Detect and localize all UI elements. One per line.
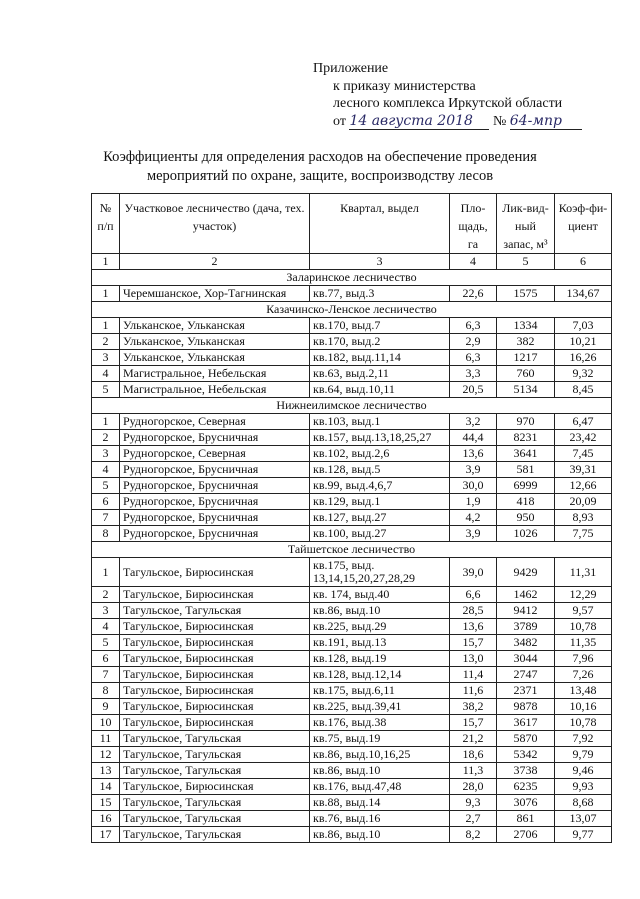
row-stock: 382 (497, 334, 555, 350)
appendix-title: Приложение (313, 61, 389, 76)
row-coefficient: 9,93 (555, 779, 612, 795)
row-number: 1 (92, 414, 120, 430)
row-quarter: кв.225, выд.29 (310, 619, 450, 635)
row-quarter: кв.100, выд.27 (310, 526, 450, 542)
row-area: 39,0 (450, 558, 497, 587)
table-row (92, 795, 612, 811)
row-number: 4 (92, 366, 120, 382)
row-area: 6,6 (450, 587, 497, 603)
row-area: 2,7 (450, 811, 497, 827)
table-row (92, 558, 612, 587)
row-area: 30,0 (450, 478, 497, 494)
table-row (92, 699, 612, 715)
row-area: 18,6 (450, 747, 497, 763)
row-coefficient: 16,26 (555, 350, 612, 366)
row-number: 4 (92, 462, 120, 478)
row-number: 10 (92, 715, 120, 731)
row-forestry: Рудногорское, Северная (120, 414, 310, 430)
row-forestry: Тагульское, Тагульская (120, 795, 310, 811)
table-row (92, 286, 612, 302)
table-row (92, 587, 612, 603)
row-area: 3,9 (450, 462, 497, 478)
appendix-ministry-line: лесного комплекса Иркутской области (333, 96, 563, 111)
coefficients-table (91, 193, 612, 843)
row-quarter: кв.191, выд.13 (310, 635, 450, 651)
row-area: 28,5 (450, 603, 497, 619)
table-row (92, 334, 612, 350)
row-area: 44,4 (450, 430, 497, 446)
table-row (92, 478, 612, 494)
row-quarter: кв.102, выд.2,6 (310, 446, 450, 462)
row-coefficient: 13,07 (555, 811, 612, 827)
table-row (92, 526, 612, 542)
row-stock: 3789 (497, 619, 555, 635)
row-forestry: Рудногорское, Северная (120, 446, 310, 462)
row-coefficient: 6,47 (555, 414, 612, 430)
row-stock: 760 (497, 366, 555, 382)
row-coefficient: 39,31 (555, 462, 612, 478)
row-forestry: Тагульское, Тагульская (120, 747, 310, 763)
row-area: 3,3 (450, 366, 497, 382)
from-label: от (333, 113, 346, 129)
row-forestry: Тагульское, Тагульская (120, 811, 310, 827)
row-stock: 3482 (497, 635, 555, 651)
row-quarter: кв.225, выд.39,41 (310, 699, 450, 715)
row-quarter: кв.129, выд.1 (310, 494, 450, 510)
row-quarter: кв.86, выд.10 (310, 827, 450, 843)
row-quarter: кв.75, выд.19 (310, 731, 450, 747)
table-row (92, 827, 612, 843)
row-forestry: Магистральное, Небельская (120, 382, 310, 398)
row-coefficient: 10,78 (555, 715, 612, 731)
row-area: 22,6 (450, 286, 497, 302)
row-coefficient: 8,93 (555, 510, 612, 526)
row-number: 16 (92, 811, 120, 827)
table-row (92, 779, 612, 795)
table-row (92, 683, 612, 699)
appendix-date-line (313, 113, 582, 131)
row-quarter: кв.88, выд.14 (310, 795, 450, 811)
colnum: 5 (497, 254, 555, 270)
row-number: 1 (92, 318, 120, 334)
row-forestry: Тагульское, Тагульская (120, 763, 310, 779)
row-quarter: кв.128, выд.19 (310, 651, 450, 667)
row-stock: 9429 (497, 558, 555, 587)
row-coefficient: 9,46 (555, 763, 612, 779)
row-number: 3 (92, 350, 120, 366)
row-area: 8,2 (450, 827, 497, 843)
number-label: № (492, 113, 507, 129)
row-quarter: кв.175, выд.6,11 (310, 683, 450, 699)
row-quarter: кв.86, выд.10 (310, 603, 450, 619)
row-coefficient: 9,57 (555, 603, 612, 619)
row-area: 20,5 (450, 382, 497, 398)
number-field (510, 114, 582, 130)
row-coefficient: 7,26 (555, 667, 612, 683)
header-area: Пло-щадь, га (450, 194, 497, 254)
colnum: 3 (310, 254, 450, 270)
row-number: 8 (92, 526, 120, 542)
row-forestry: Рудногорское, Брусничная (120, 510, 310, 526)
row-stock: 418 (497, 494, 555, 510)
header-quarter: Квартал, выдел (310, 194, 450, 254)
row-stock: 2371 (497, 683, 555, 699)
table-row (92, 462, 612, 478)
section-name: Нижнеилимское лесничество (92, 398, 612, 414)
section-name: Тайшетское лесничество (92, 542, 612, 558)
row-number: 6 (92, 494, 120, 510)
row-forestry: Тагульское, Тагульская (120, 603, 310, 619)
appendix-order-line: к приказу министерства (333, 78, 476, 94)
row-number: 15 (92, 795, 120, 811)
row-stock: 2747 (497, 667, 555, 683)
row-coefficient: 13,48 (555, 683, 612, 699)
row-coefficient: 7,75 (555, 526, 612, 542)
row-quarter: кв.128, выд.5 (310, 462, 450, 478)
row-number: 8 (92, 683, 120, 699)
row-quarter: кв.182, выд.11,14 (310, 350, 450, 366)
row-number: 17 (92, 827, 120, 843)
row-forestry: Рудногорское, Брусничная (120, 430, 310, 446)
row-forestry: Тагульское, Бирюсинская (120, 779, 310, 795)
table-row (92, 619, 612, 635)
row-coefficient: 8,45 (555, 382, 612, 398)
row-forestry: Ульканское, Ульканская (120, 334, 310, 350)
row-forestry: Черемшанское, Хор-Тагнинская (120, 286, 310, 302)
table-row (92, 382, 612, 398)
row-area: 21,2 (450, 731, 497, 747)
row-coefficient: 10,16 (555, 699, 612, 715)
row-area: 11,6 (450, 683, 497, 699)
row-quarter: кв.176, выд.38 (310, 715, 450, 731)
row-forestry: Магистральное, Небельская (120, 366, 310, 382)
row-stock: 1575 (497, 286, 555, 302)
table-row (92, 446, 612, 462)
row-forestry: Ульканское, Ульканская (120, 350, 310, 366)
row-forestry: Тагульское, Бирюсинская (120, 587, 310, 603)
row-stock: 5134 (497, 382, 555, 398)
row-number: 2 (92, 587, 120, 603)
row-forestry: Рудногорское, Брусничная (120, 478, 310, 494)
row-number: 14 (92, 779, 120, 795)
row-number: 6 (92, 651, 120, 667)
appendix-block (313, 60, 582, 130)
table-row (92, 366, 612, 382)
row-number: 11 (92, 731, 120, 747)
row-forestry: Тагульское, Тагульская (120, 731, 310, 747)
table-row (92, 318, 612, 334)
row-stock: 9878 (497, 699, 555, 715)
colnum: 1 (92, 254, 120, 270)
row-forestry: Тагульское, Бирюсинская (120, 699, 310, 715)
row-forestry: Тагульское, Тагульская (120, 827, 310, 843)
row-coefficient: 8,68 (555, 795, 612, 811)
row-quarter: кв.99, выд.4,6,7 (310, 478, 450, 494)
row-coefficient: 7,45 (555, 446, 612, 462)
row-quarter: кв.170, выд.2 (310, 334, 450, 350)
table-row (92, 747, 612, 763)
header-coef: Коэф-фи-циент (555, 194, 612, 254)
row-quarter: кв.175, выд. 13,14,15,20,27,28,29 (310, 558, 450, 587)
row-forestry: Тагульское, Бирюсинская (120, 619, 310, 635)
row-stock: 1026 (497, 526, 555, 542)
table-row (92, 635, 612, 651)
row-stock: 1462 (497, 587, 555, 603)
row-area: 6,3 (450, 350, 497, 366)
row-forestry: Рудногорское, Брусничная (120, 526, 310, 542)
row-forestry: Рудногорское, Брусничная (120, 462, 310, 478)
row-stock: 9412 (497, 603, 555, 619)
row-quarter: кв.64, выд.10,11 (310, 382, 450, 398)
row-forestry: Тагульское, Бирюсинская (120, 683, 310, 699)
row-coefficient: 23,42 (555, 430, 612, 446)
row-quarter: кв.86, выд.10,16,25 (310, 747, 450, 763)
section-row (92, 398, 612, 414)
table-row (92, 510, 612, 526)
row-number: 5 (92, 478, 120, 494)
row-area: 6,3 (450, 318, 497, 334)
row-number: 2 (92, 430, 120, 446)
row-forestry: Тагульское, Бирюсинская (120, 667, 310, 683)
row-area: 11,4 (450, 667, 497, 683)
row-number: 4 (92, 619, 120, 635)
row-number: 12 (92, 747, 120, 763)
row-forestry: Ульканское, Ульканская (120, 318, 310, 334)
section-name: Заларинское лесничество (92, 270, 612, 286)
table-row (92, 651, 612, 667)
row-forestry: Тагульское, Бирюсинская (120, 715, 310, 731)
document-title (0, 148, 640, 186)
table-row (92, 430, 612, 446)
row-stock: 861 (497, 811, 555, 827)
row-coefficient: 7,03 (555, 318, 612, 334)
row-stock: 3044 (497, 651, 555, 667)
row-stock: 8231 (497, 430, 555, 446)
table-row (92, 811, 612, 827)
row-coefficient: 7,92 (555, 731, 612, 747)
row-quarter: кв.128, выд.12,14 (310, 667, 450, 683)
table-body (92, 270, 612, 843)
row-coefficient: 9,79 (555, 747, 612, 763)
row-area: 28,0 (450, 779, 497, 795)
table-header (92, 194, 612, 270)
row-coefficient: 134,67 (555, 286, 612, 302)
colnum: 2 (120, 254, 310, 270)
row-number: 1 (92, 286, 120, 302)
row-coefficient: 10,78 (555, 619, 612, 635)
row-quarter: кв.103, выд.1 (310, 414, 450, 430)
row-coefficient: 12,66 (555, 478, 612, 494)
handwritten-date: 14 августа 2018 (349, 112, 473, 129)
row-quarter: кв. 174, выд.40 (310, 587, 450, 603)
header-num: № п/п (92, 194, 120, 254)
title-line-2: мероприятий по охране, защите, воспроизводству лесов (146, 168, 494, 184)
row-stock: 970 (497, 414, 555, 430)
column-numbers-row (92, 254, 612, 270)
row-area: 13,6 (450, 446, 497, 462)
row-coefficient: 10,21 (555, 334, 612, 350)
row-area: 2,9 (450, 334, 497, 350)
row-area: 38,2 (450, 699, 497, 715)
row-stock: 1334 (497, 318, 555, 334)
row-coefficient: 9,77 (555, 827, 612, 843)
row-stock: 5342 (497, 747, 555, 763)
section-row (92, 270, 612, 286)
row-stock: 950 (497, 510, 555, 526)
row-quarter: кв.86, выд.10 (310, 763, 450, 779)
row-number: 3 (92, 603, 120, 619)
header-stock: Лик-вид-ный запас, м³ (497, 194, 555, 254)
colnum: 4 (450, 254, 497, 270)
row-number: 1 (92, 558, 120, 587)
row-area: 1,9 (450, 494, 497, 510)
row-stock: 3076 (497, 795, 555, 811)
row-coefficient: 20,09 (555, 494, 612, 510)
row-area: 4,2 (450, 510, 497, 526)
colnum: 6 (555, 254, 612, 270)
row-area: 13,6 (450, 619, 497, 635)
row-number: 7 (92, 510, 120, 526)
header-forestry: Участковое лесничество (дача, тех. участок) (120, 194, 310, 254)
row-stock: 3738 (497, 763, 555, 779)
title-line-1: Коэффициенты для определения расходов на обеспечение проведения (103, 149, 537, 165)
row-stock: 581 (497, 462, 555, 478)
date-field (349, 114, 489, 130)
row-coefficient: 9,32 (555, 366, 612, 382)
row-area: 11,3 (450, 763, 497, 779)
row-stock: 3641 (497, 446, 555, 462)
row-number: 3 (92, 446, 120, 462)
row-area: 3,9 (450, 526, 497, 542)
table-row (92, 494, 612, 510)
section-row (92, 542, 612, 558)
row-number: 7 (92, 667, 120, 683)
section-row (92, 302, 612, 318)
row-stock: 6235 (497, 779, 555, 795)
row-number: 5 (92, 635, 120, 651)
row-number: 2 (92, 334, 120, 350)
row-coefficient: 11,31 (555, 558, 612, 587)
row-area: 3,2 (450, 414, 497, 430)
row-coefficient: 12,29 (555, 587, 612, 603)
row-stock: 5870 (497, 731, 555, 747)
row-stock: 1217 (497, 350, 555, 366)
row-quarter: кв.63, выд.2,11 (310, 366, 450, 382)
row-quarter: кв.77, выд.3 (310, 286, 450, 302)
table-row (92, 715, 612, 731)
row-forestry: Рудногорское, Брусничная (120, 494, 310, 510)
row-area: 9,3 (450, 795, 497, 811)
row-area: 15,7 (450, 635, 497, 651)
handwritten-number: 64-мпр (509, 112, 562, 129)
row-forestry: Тагульское, Бирюсинская (120, 558, 310, 587)
row-forestry: Тагульское, Бирюсинская (120, 635, 310, 651)
row-forestry: Тагульское, Бирюсинская (120, 651, 310, 667)
row-stock: 6999 (497, 478, 555, 494)
row-quarter: кв.170, выд.7 (310, 318, 450, 334)
row-area: 13,0 (450, 651, 497, 667)
row-stock: 2706 (497, 827, 555, 843)
table-row (92, 603, 612, 619)
table-row (92, 667, 612, 683)
row-number: 13 (92, 763, 120, 779)
row-area: 15,7 (450, 715, 497, 731)
table-row (92, 763, 612, 779)
section-name: Казачинско-Ленское лесничество (92, 302, 612, 318)
row-quarter: кв.76, выд.16 (310, 811, 450, 827)
row-coefficient: 11,35 (555, 635, 612, 651)
row-stock: 3617 (497, 715, 555, 731)
row-quarter: кв.176, выд.47,48 (310, 779, 450, 795)
table-row (92, 731, 612, 747)
row-coefficient: 7,96 (555, 651, 612, 667)
row-quarter: кв.157, выд.13,18,25,27 (310, 430, 450, 446)
table-row (92, 350, 612, 366)
row-number: 5 (92, 382, 120, 398)
row-quarter: кв.127, выд.27 (310, 510, 450, 526)
table-row (92, 414, 612, 430)
row-number: 9 (92, 699, 120, 715)
